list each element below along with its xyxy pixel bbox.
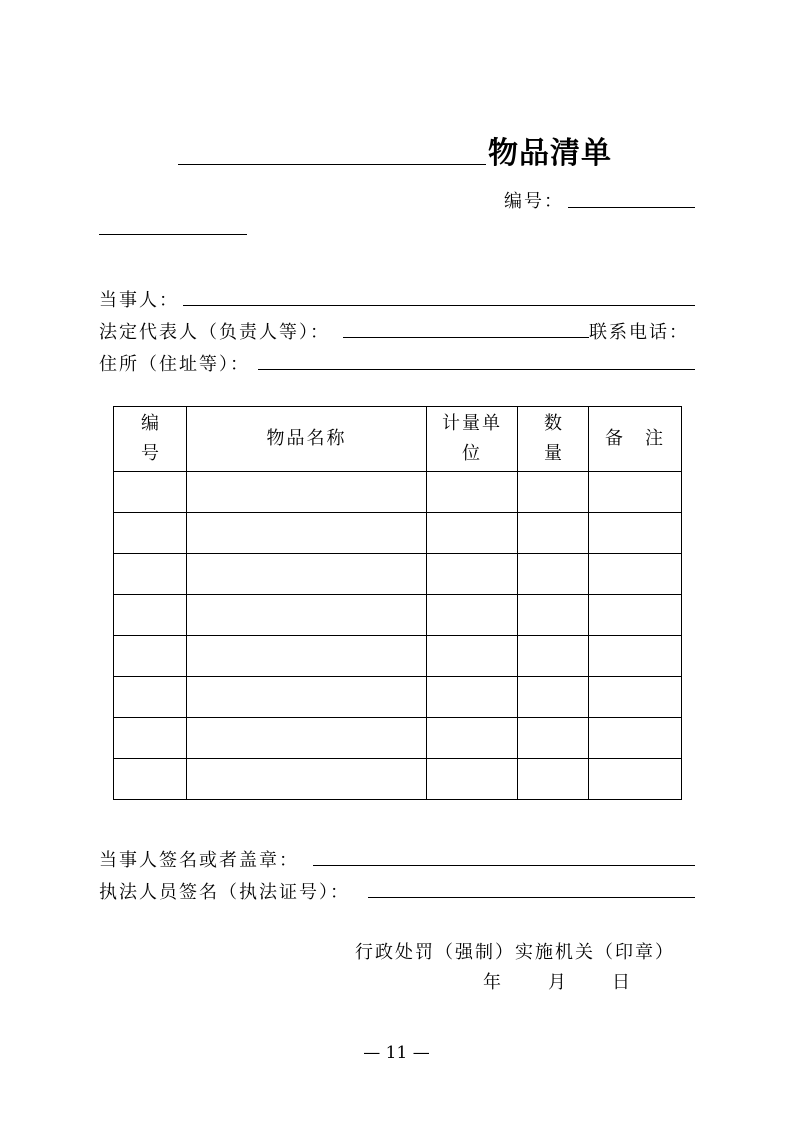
cell-quantity[interactable] [518,636,589,677]
cell-unit[interactable] [427,718,518,759]
cell-number[interactable] [114,513,187,554]
table-row [114,677,682,718]
table-row [114,554,682,595]
party-label: 当事人： [99,290,179,311]
column-header-item-name: 物品名称 [187,407,427,472]
cell-number[interactable] [114,677,187,718]
table-row [114,595,682,636]
cell-number[interactable] [114,554,187,595]
cell-unit[interactable] [427,513,518,554]
cell-quantity[interactable] [518,595,589,636]
cell-unit[interactable] [427,554,518,595]
column-header-remarks: 备 注 [589,407,682,472]
cell-item-name[interactable] [187,513,427,554]
cell-remarks[interactable] [589,513,682,554]
items-table [113,406,682,800]
cell-item-name[interactable] [187,759,427,800]
cell-unit[interactable] [427,595,518,636]
address-blank[interactable] [258,369,695,370]
number-blank[interactable] [568,207,695,208]
cell-quantity[interactable] [518,554,589,595]
table-row [114,759,682,800]
cell-item-name[interactable] [187,636,427,677]
column-header-number: 编号 [114,407,187,472]
cell-remarks[interactable] [589,595,682,636]
date-day-label: 日 [612,972,632,993]
number-label: 编号： [504,191,564,212]
cell-quantity[interactable] [518,759,589,800]
column-header-unit: 计量单位 [427,407,518,472]
table-header-row [114,407,682,472]
cell-quantity[interactable] [518,677,589,718]
cell-number[interactable] [114,718,187,759]
cell-unit[interactable] [427,472,518,513]
table-row [114,472,682,513]
cell-item-name[interactable] [187,595,427,636]
title-prefix-blank[interactable] [178,164,486,165]
authority-seal-label: 行政处罚（强制）实施机关（印章） [355,942,675,963]
cell-quantity[interactable] [518,513,589,554]
table-row [114,718,682,759]
cell-remarks[interactable] [589,677,682,718]
cell-unit[interactable] [427,759,518,800]
cell-number[interactable] [114,472,187,513]
cell-item-name[interactable] [187,554,427,595]
party-signature-blank[interactable] [313,865,695,866]
cell-number[interactable] [114,759,187,800]
officer-signature-blank[interactable] [368,897,695,898]
table-row [114,636,682,677]
cell-remarks[interactable] [589,554,682,595]
date-year-label: 年 [483,972,503,993]
cell-remarks[interactable] [589,636,682,677]
column-header-quantity: 数量 [518,407,589,472]
number-blank-continued[interactable] [99,234,247,235]
party-signature-label: 当事人签名或者盖章： [99,850,299,871]
phone-label: 联系电话： [589,322,689,343]
legal-rep-label: 法定代表人（负责人等）： [99,322,330,343]
cell-quantity[interactable] [518,718,589,759]
cell-item-name[interactable] [187,677,427,718]
address-label: 住所（住址等）： [99,354,250,375]
date-month-label: 月 [548,972,568,993]
legal-rep-blank[interactable] [343,337,589,338]
cell-number[interactable] [114,595,187,636]
document-title: 物品清单 [488,136,612,171]
cell-remarks[interactable] [589,759,682,800]
cell-item-name[interactable] [187,472,427,513]
cell-remarks[interactable] [589,718,682,759]
table-row [114,513,682,554]
cell-remarks[interactable] [589,472,682,513]
cell-number[interactable] [114,636,187,677]
page-number: — 11 — [363,1043,430,1063]
cell-unit[interactable] [427,677,518,718]
officer-signature-label: 执法人员签名（执法证号）： [99,882,350,903]
cell-unit[interactable] [427,636,518,677]
party-blank[interactable] [183,305,695,306]
cell-quantity[interactable] [518,472,589,513]
cell-item-name[interactable] [187,718,427,759]
